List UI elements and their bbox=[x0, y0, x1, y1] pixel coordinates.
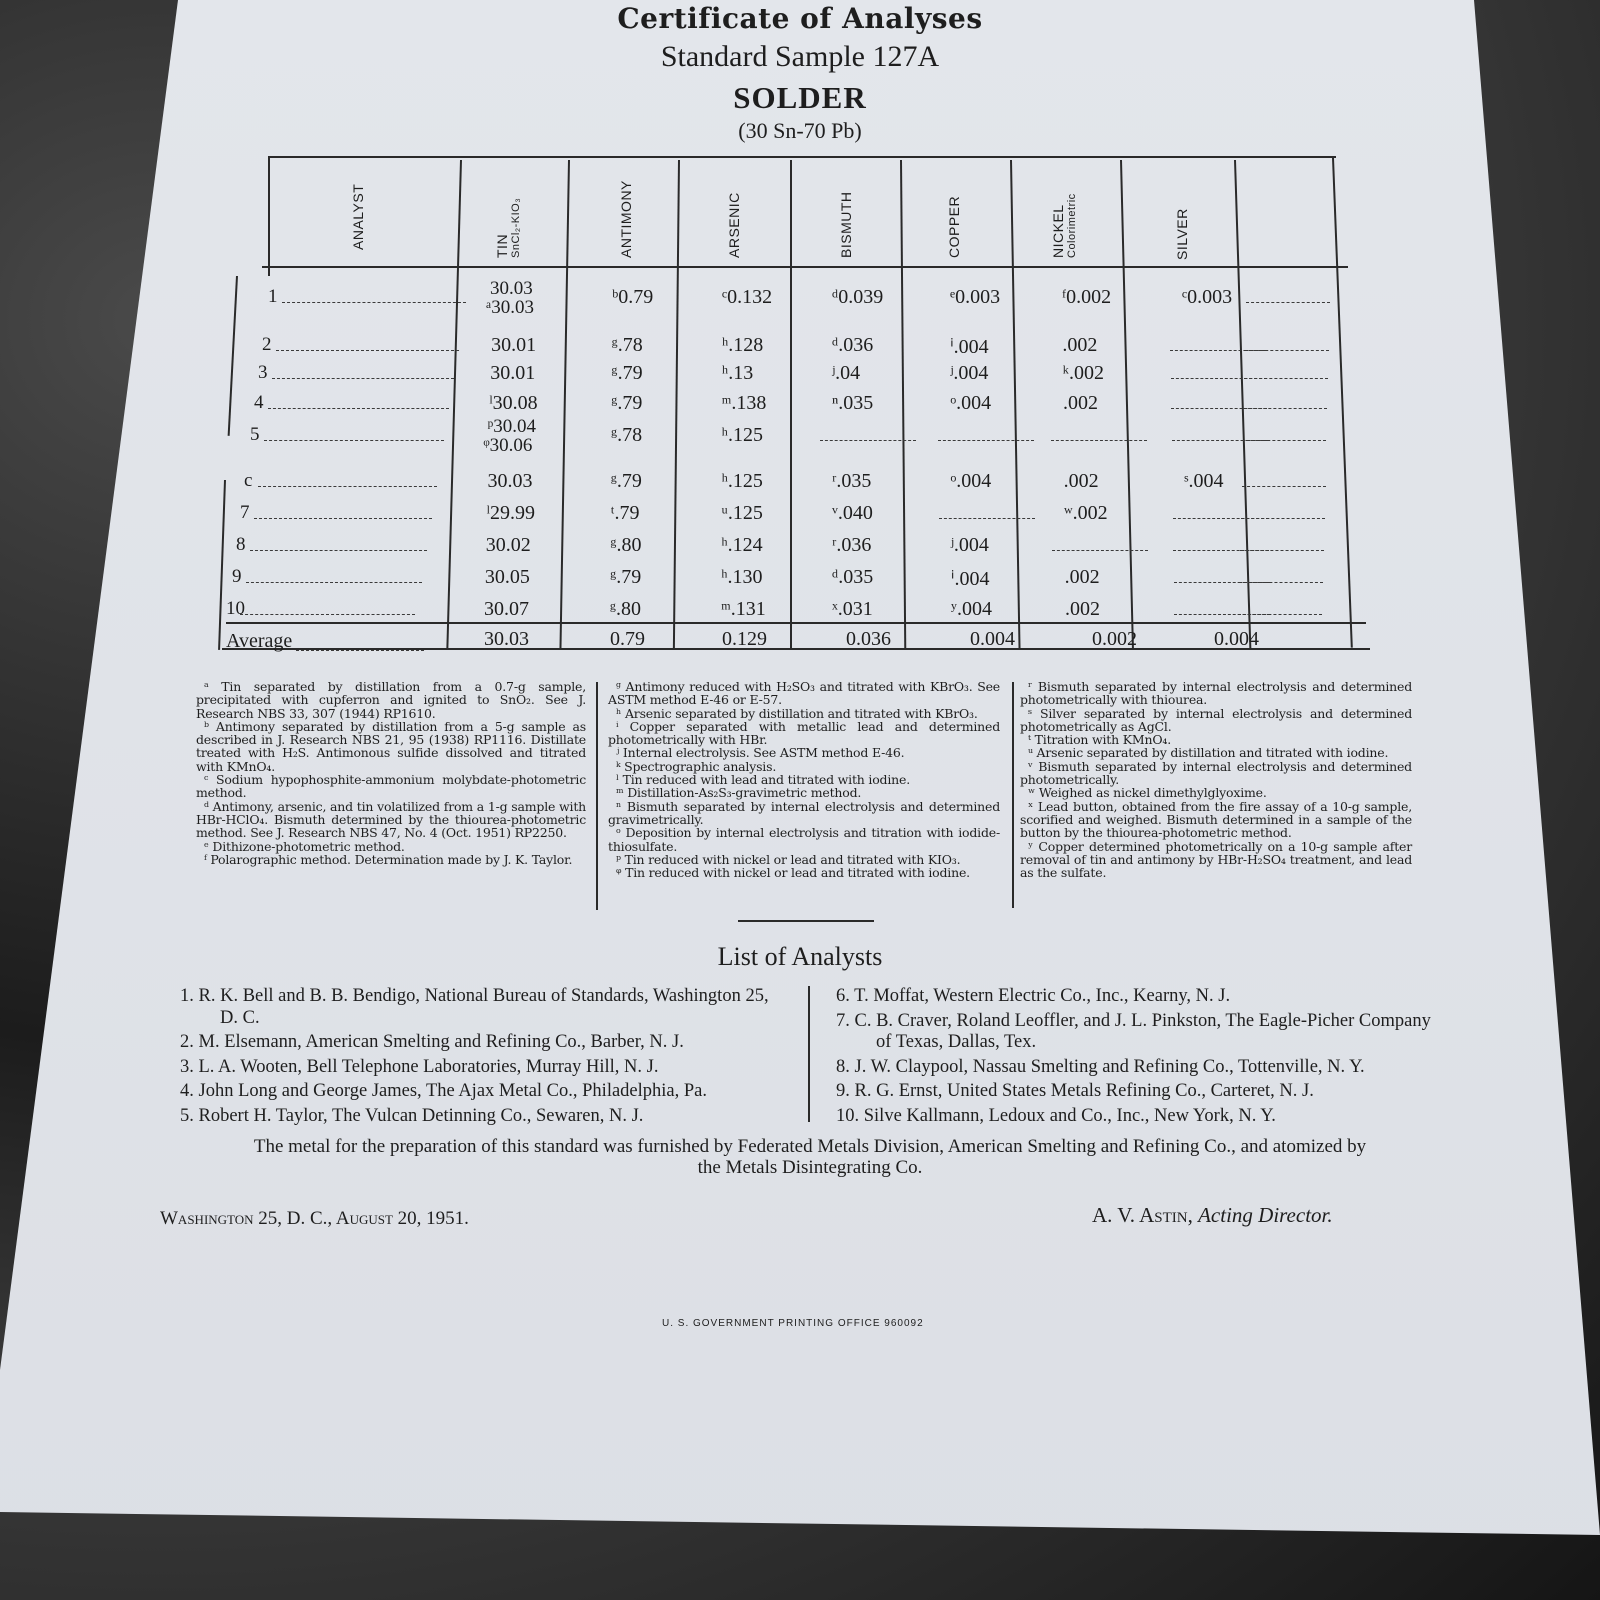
analyst-entry: 8. J. W. Claypool, Nassau Smelting and Refining Co., Tottenville, N. Y. bbox=[836, 1056, 1365, 1077]
header-silver: SILVER bbox=[1174, 208, 1190, 260]
header-tin-label: TIN bbox=[494, 233, 510, 258]
copper-value: ᵒ.004 bbox=[950, 470, 992, 492]
antimony-value: ᵍ.79 bbox=[610, 566, 642, 588]
header-nickel bbox=[1050, 193, 1078, 258]
analyst-entry: 6. T. Moffat, Western Electric Co., Inc., Kearny, N. J. bbox=[836, 986, 1231, 1006]
nickel-blank-line bbox=[1051, 440, 1147, 441]
analyst-entry: 4. John Long and George James, The Ajax Metal Co., Philadelphia, Pa. bbox=[180, 1081, 707, 1101]
header-tin-method: SnCl₂-KIO₃ bbox=[510, 197, 522, 258]
analysts-list-left bbox=[180, 986, 780, 1130]
signatory-title: Acting Director. bbox=[1198, 1203, 1333, 1227]
analyst-number: 5 bbox=[250, 424, 260, 445]
analyst-number: 3 bbox=[258, 362, 268, 383]
bismuth-value: ʳ.035 bbox=[832, 470, 872, 492]
extra-column-line bbox=[1244, 378, 1328, 379]
footnote: ᵍ Antimony reduced with H₂SO₃ and titrated with KBrO₃. See ASTM method E-46 or E-57. bbox=[608, 679, 1000, 708]
tin-value: 30.07 bbox=[484, 598, 529, 620]
header-nickel-method: Colorimetric bbox=[1066, 193, 1078, 258]
analyst-entry: 5. Robert H. Taylor, The Vulcan Detinning Co., Sewaren, N. J. bbox=[180, 1105, 644, 1126]
footnote: ⁿ Bismuth separated by internal electrolysis and determined gravimetrically. bbox=[608, 798, 1000, 827]
footnote: ᵠ Tin reduced with nickel or lead and titrated with iodine. bbox=[616, 865, 970, 881]
footnote: ᵇ Antimony separated by distillation from a 5-g sample as described in J. Research NBS 21, 95 (1938) RP1116. Distillate treated with H₂S. Antimonous sulfide dissolved and titrated with KMnO₄. bbox=[196, 718, 586, 774]
copper-value: ʲ.004 bbox=[950, 362, 989, 384]
extra-column-line bbox=[1241, 518, 1325, 519]
nickel-value: .002 bbox=[1063, 470, 1099, 492]
average-copper: 0.004 bbox=[970, 628, 1015, 650]
tin-value: ᵖ30.04 bbox=[487, 416, 536, 437]
analyst-entry: 2. M. Elsemann, American Smelting and Refining Co., Barber, N. J. bbox=[180, 1032, 684, 1052]
silver-value: ˢ.004 bbox=[1184, 470, 1224, 492]
analyst-line bbox=[282, 302, 466, 303]
certificate-title: Certificate of Analyses bbox=[617, 2, 983, 35]
tin-value: 30.03 bbox=[490, 278, 533, 299]
arsenic-value: ʰ.13 bbox=[721, 362, 754, 384]
nickel-value: .002 bbox=[1062, 334, 1098, 356]
footnote: ᵒ Deposition by internal electrolysis and titration with iodide-thiosulfate. bbox=[608, 825, 1000, 854]
average-arsenic: 0.129 bbox=[722, 628, 767, 650]
extra-column-line bbox=[1246, 302, 1330, 303]
analyst-entry: 9. R. G. Ernst, United States Metals Refining Co., Carteret, N. J. bbox=[836, 1081, 1314, 1101]
analyst-entry: 1. R. K. Bell and B. B. Bendigo, National Bureau of Standards, Washington 25, D. C. bbox=[180, 986, 769, 1028]
antimony-value: ᵍ.79 bbox=[611, 392, 643, 414]
analyst-number: 7 bbox=[240, 502, 250, 523]
average-label: Average bbox=[226, 630, 293, 652]
analyst-number: 2 bbox=[262, 334, 272, 355]
footnote: ᵉ Dithizone-photometric method. bbox=[204, 838, 405, 854]
analyst-line bbox=[268, 408, 449, 409]
furnished-note: The metal for the preparation of this standard was furnished by Federated Metals Division, American Smelting and Refining Co., and atomized by the Metals Disintegrating Co. bbox=[253, 1136, 1367, 1178]
antimony-value: ᵗ.79 bbox=[610, 502, 640, 524]
arsenic-value: ᵘ.125 bbox=[721, 502, 763, 524]
tin-value: 30.03 bbox=[487, 470, 533, 492]
header-arsenic: ARSENIC bbox=[726, 192, 742, 258]
antimony-value: ᵍ.79 bbox=[611, 362, 643, 384]
copper-value: ʲ.004 bbox=[950, 534, 989, 556]
tin-value: ᵠ30.06 bbox=[483, 435, 533, 456]
nickel-value: .002 bbox=[1064, 566, 1100, 588]
footnote: ʸ Copper determined photometrically on a 10-g sample after removal of tin and antimony by HBr-H₂SO₄ treatment, and lead as the sulfate. bbox=[1020, 838, 1412, 881]
signatory-name: A. V. Astin, bbox=[1092, 1203, 1193, 1227]
footnote: ᶠ Polarographic method. Determination made by J. K. Taylor. bbox=[204, 851, 573, 867]
footnote: ᵖ Tin reduced with nickel or lead and titrated with KIO₃. bbox=[616, 851, 961, 867]
footnotes-column-1 bbox=[196, 680, 586, 866]
signature bbox=[1092, 1203, 1333, 1228]
arsenic-value: ʰ.124 bbox=[721, 534, 763, 556]
bismuth-value: ⁿ.035 bbox=[832, 392, 874, 414]
footnote: ᵈ Antimony, arsenic, and tin volatilized from a 1-g sample with HBr-HClO₄. Bismuth determined by the thiourea-photometric method. See J. Research NBS 47, No. 4 (Oct. 1951) RP2250. bbox=[196, 798, 586, 841]
nickel-value: ʷ.002 bbox=[1064, 502, 1108, 524]
footnotes-column-3 bbox=[1020, 680, 1412, 879]
nickel-value: .002 bbox=[1063, 392, 1098, 414]
footnote: ʳ Bismuth separated by internal electrolysis and determined photometrically with thiourea. bbox=[1020, 679, 1412, 708]
copper-blank-line bbox=[939, 518, 1035, 519]
copper-value: ʸ.004 bbox=[951, 598, 992, 620]
tin-value: 30.01 bbox=[491, 334, 537, 356]
footnote: ᵃ Tin separated by distillation from a 0.7-g sample, precipitated with cupferron and ignited to SnO₂. See J. Research NBS 33, 307 (1944) RP1610. bbox=[196, 679, 586, 721]
nickel-value: ᶠ0.002 bbox=[1062, 286, 1112, 308]
analyst-line bbox=[240, 614, 415, 615]
average-tin: 30.03 bbox=[484, 628, 529, 650]
average-antimony: 0.79 bbox=[610, 628, 645, 650]
extra-column-line bbox=[1242, 486, 1326, 487]
analyst-number: c bbox=[244, 470, 253, 491]
footnote: ᵗ Titration with KMnO₄. bbox=[1028, 732, 1171, 748]
tin-value: ᵃ30.03 bbox=[486, 297, 534, 318]
bismuth-value: ᵈ.035 bbox=[832, 566, 874, 588]
footnote: ᵘ Arsenic separated by distillation and titrated with iodine. bbox=[1028, 745, 1389, 761]
extra-column-line bbox=[1243, 408, 1327, 409]
bismuth-blank-line bbox=[820, 440, 916, 441]
bismuth-value: ᵛ.040 bbox=[832, 502, 873, 524]
analysts-title: List of Analysts bbox=[717, 942, 883, 971]
analyst-line bbox=[254, 518, 432, 519]
nickel-value: .002 bbox=[1065, 598, 1100, 620]
footnotes-column-2 bbox=[608, 680, 1000, 879]
analyst-line bbox=[272, 378, 454, 379]
average-silver: 0.004 bbox=[1214, 628, 1259, 650]
nickel-value: ᵏ.002 bbox=[1062, 362, 1104, 384]
footnote: ⁱ Copper separated with metallic lead and determined photometrically with HBr. bbox=[608, 718, 1000, 748]
bismuth-value: ʳ.036 bbox=[832, 534, 872, 556]
copper-value: ᵒ.004 bbox=[950, 392, 992, 414]
bismuth-value: ʲ.04 bbox=[832, 362, 861, 384]
arsenic-value: ᵐ.138 bbox=[721, 392, 767, 414]
tin-value: ˡ29.99 bbox=[486, 502, 535, 524]
antimony-value: ᵇ0.79 bbox=[612, 286, 654, 308]
antimony-value: ᵍ.78 bbox=[611, 334, 643, 356]
analyst-entry: 7. C. B. Craver, Roland Leoffler, and J. L. Pinkston, The Eagle-Picher Company of Texas, Dallas, Tex. bbox=[836, 1010, 1431, 1052]
bismuth-value: ᵈ0.039 bbox=[832, 286, 884, 308]
average-nickel: 0.002 bbox=[1092, 628, 1137, 650]
copper-value: ⁱ.004 bbox=[950, 568, 990, 590]
extra-column-line bbox=[1238, 614, 1322, 615]
footnote: ʲ Internal electrolysis. See ASTM method E-46. bbox=[616, 745, 905, 761]
antimony-value: ᵍ.80 bbox=[610, 534, 642, 556]
arsenic-value: ʰ.130 bbox=[721, 566, 763, 588]
header-bismuth: BISMUTH bbox=[838, 191, 854, 258]
place-date: Washington 25, D. C., August 20, 1951. bbox=[160, 1208, 469, 1229]
tin-value: 30.01 bbox=[490, 362, 536, 384]
footnote: ʷ Weighed as nickel dimethylglyoxime. bbox=[1028, 785, 1267, 801]
analyst-line bbox=[258, 486, 437, 487]
material-name: SOLDER bbox=[733, 80, 867, 115]
sample-number: Standard Sample 127A bbox=[660, 40, 940, 73]
analysts-list-right bbox=[836, 986, 1446, 1130]
copper-value: ᵉ0.003 bbox=[950, 286, 1001, 308]
average-line bbox=[296, 650, 424, 651]
analyst-line bbox=[264, 440, 444, 441]
average-bismuth: 0.036 bbox=[846, 628, 891, 650]
analyst-number: 10 bbox=[226, 598, 245, 619]
tin-value: ˡ30.08 bbox=[489, 392, 538, 414]
header-tin bbox=[494, 198, 522, 258]
copper-blank-line bbox=[938, 440, 1034, 441]
arsenic-value: ʰ.125 bbox=[721, 424, 763, 446]
extra-column-line bbox=[1242, 440, 1326, 441]
arsenic-value: ʰ.128 bbox=[721, 334, 764, 356]
analyst-number: 4 bbox=[254, 392, 264, 413]
header-copper: COPPER bbox=[946, 195, 962, 258]
footnote: ᵛ Bismuth separated by internal electrolysis and determined photometrically. bbox=[1020, 758, 1412, 788]
silver-value: ᶜ0.003 bbox=[1182, 286, 1233, 308]
antimony-value: ᵍ.78 bbox=[611, 424, 643, 446]
footnote: ˢ Silver separated by internal electrolysis and determined photometrically as AgCl. bbox=[1020, 705, 1412, 734]
analyst-number: 1 bbox=[268, 286, 278, 307]
header-antimony: ANTIMONY bbox=[618, 180, 634, 258]
extra-column-line bbox=[1239, 582, 1323, 583]
footnote: ˡ Tin reduced with lead and titrated with iodine. bbox=[616, 772, 910, 788]
bismuth-value: ˣ.031 bbox=[832, 598, 873, 620]
extra-column-line bbox=[1240, 550, 1324, 551]
composition: (30 Sn-70 Pb) bbox=[738, 118, 862, 143]
bismuth-value: ᵈ.036 bbox=[832, 334, 874, 356]
printer-line: U. S. GOVERNMENT PRINTING OFFICE 960092 bbox=[662, 1318, 924, 1329]
nickel-blank-line bbox=[1052, 550, 1148, 551]
analyst-line bbox=[276, 350, 459, 351]
footnote: ʰ Arsenic separated by distillation and titrated with KBrO₃. bbox=[616, 705, 978, 721]
footnote: ᵏ Spectrographic analysis. bbox=[616, 758, 777, 774]
footnote: ᶜ Sodium hypophosphite-ammonium molybdate-photometric method. bbox=[196, 772, 586, 801]
arsenic-value: ᶜ0.132 bbox=[722, 286, 773, 308]
footnote: ᵐ Distillation-As₂S₃-gravimetric method. bbox=[616, 785, 862, 801]
footnote: ˣ Lead button, obtained from the fire assay of a 10-g sample, scorified and weighed. Bismuth determined in a sample of the button by the thiourea-photometric method. bbox=[1020, 798, 1412, 841]
analyst-line bbox=[246, 582, 422, 583]
analyst-number: 9 bbox=[232, 566, 242, 587]
analyst-line bbox=[250, 550, 427, 551]
arsenic-value: ᵐ.131 bbox=[721, 598, 766, 620]
analyst-entry: 10. Silve Kallmann, Ledoux and Co., Inc., New York, N. Y. bbox=[836, 1105, 1276, 1126]
antimony-value: ᵍ.80 bbox=[610, 598, 642, 620]
header-nickel-label: NICKEL bbox=[1050, 204, 1066, 258]
tin-value: 30.05 bbox=[484, 566, 530, 588]
arsenic-value: ʰ.125 bbox=[721, 470, 763, 492]
tin-value: 30.02 bbox=[485, 534, 531, 556]
header-analyst: ANALYST bbox=[350, 183, 366, 250]
extra-column-line bbox=[1245, 350, 1329, 351]
analyst-number: 8 bbox=[236, 534, 246, 555]
antimony-value: ᵍ.79 bbox=[610, 470, 642, 492]
copper-value: ⁱ.004 bbox=[950, 336, 989, 358]
analyst-entry: 3. L. A. Wooten, Bell Telephone Laboratories, Murray Hill, N. J. bbox=[180, 1056, 659, 1077]
